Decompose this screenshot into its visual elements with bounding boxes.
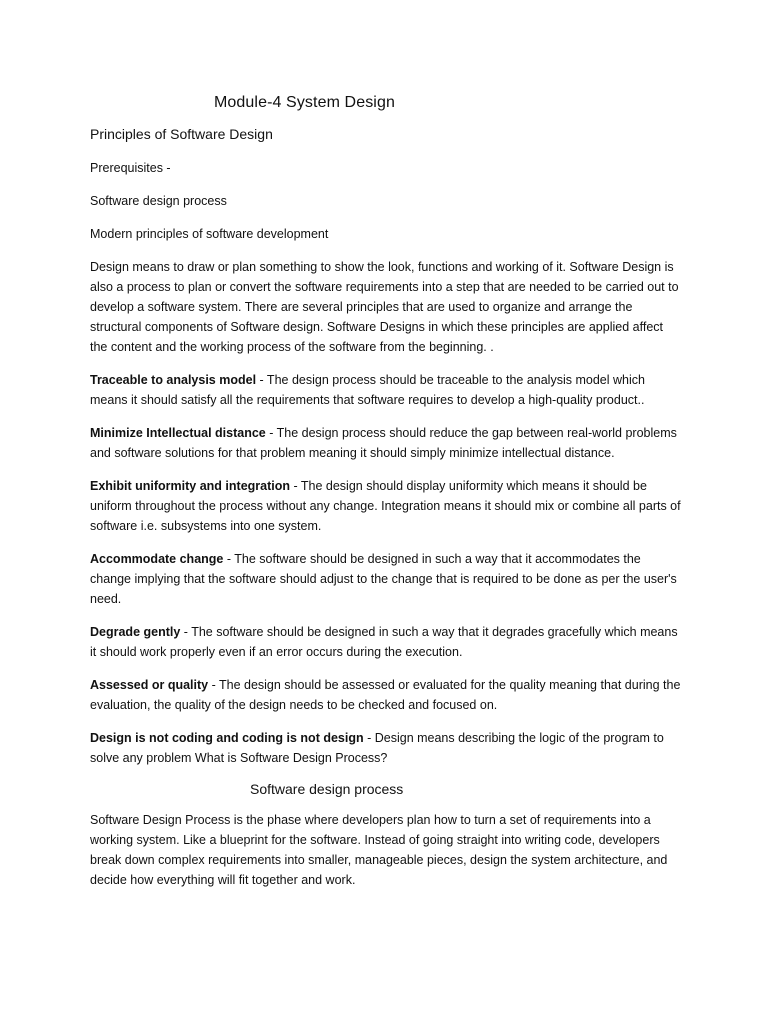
principle-text: - The software should be designed in such a way that it degrades gracefully which means it should work properly even if an error occurs during the execution. (90, 625, 678, 659)
principle-paragraph (90, 622, 682, 662)
document-content (90, 94, 682, 903)
principle-text: - Design means describing the logic of the program to solve any problem What is Software Design Process? (90, 731, 664, 765)
principle-term: Assessed or quality (90, 678, 209, 692)
section-title: Principles of Software Design (90, 126, 273, 142)
intro-paragraph: Design means to draw or plan something to show the look, functions and working of it. Software Design is also a process to plan or convert the software requirements into a step that are needed to be carried out to develop a software system. There are several principles that are used to organize and arrange the structural components of Software design. Software Designs in which these principles are applied affect the content and the working process of the software from the beginning. . (90, 260, 679, 354)
module-title: Module-4 System Design (214, 94, 395, 111)
principle-term: Accommodate change (90, 552, 224, 566)
principle-text: - The software should be designed in such a way that it accommodates the change implying that the software should adjust to the change that is required to be done as per the user's need. (90, 552, 677, 606)
prerequisite-item: Software design process (90, 194, 227, 208)
principle-paragraph (90, 476, 682, 536)
principle-term: Minimize Intellectual distance (90, 426, 266, 440)
principle-term: Exhibit uniformity and integration (90, 479, 290, 493)
principle-term: Degrade gently (90, 625, 181, 639)
subsection-title: Software design process (250, 781, 404, 797)
principle-term: Design is not coding and coding is not design (90, 731, 364, 745)
principle-paragraph (90, 728, 682, 768)
principle-text: - The design should be assessed or evaluated for the quality meaning that during the evaluation, the quality of the design needs to be checked and focused on. (90, 678, 681, 712)
principle-paragraph (90, 423, 682, 463)
principle-paragraph (90, 370, 682, 410)
principle-paragraph (90, 549, 682, 609)
principle-paragraph (90, 675, 682, 715)
principle-text: - The design process should reduce the gap between real-world problems and software solutions for that problem meaning it should simply minimize intellectual distance. (90, 426, 677, 460)
prerequisites-label: Prerequisites - (90, 161, 171, 175)
process-paragraph: Software Design Process is the phase where developers plan how to turn a set of requirements into a working system. Like a blueprint for the software. Instead of going straight into writing code, developers break down complex requirements into smaller, manageable pieces, design the system architecture, and decide how everything will fit together and work. (90, 813, 668, 887)
principle-text: - The design should display uniformity which means it should be uniform throughout the process without any change. Integration means it should mix or combine all parts of software i.e. subsystems into one system. (90, 479, 681, 533)
prerequisite-item: Modern principles of software development (90, 227, 329, 241)
principle-term: Traceable to analysis model (90, 373, 257, 387)
principle-text: - The design process should be traceable to the analysis model which means it should satisfy all the requirements that software requires to develop a high-quality product.. (90, 373, 645, 407)
